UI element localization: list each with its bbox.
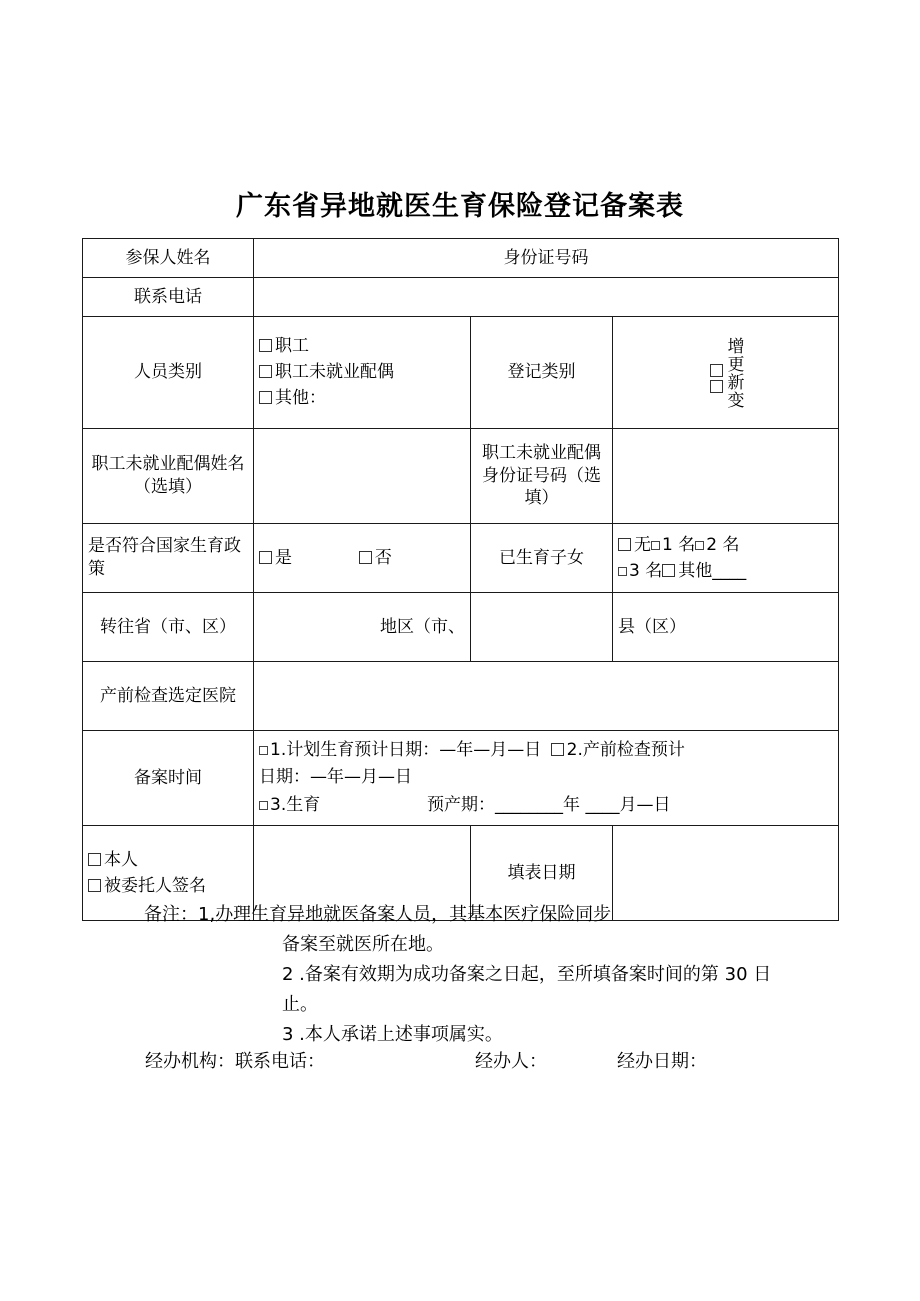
option-unemployed-spouse-label: 职工未就业配偶 (275, 362, 394, 383)
existing-children-options (613, 524, 839, 593)
note-line-2: 2 .备案有效期为成功备案之日起，至所填备案时间的第 30 日 (282, 964, 772, 985)
children-option-other: 其他____ (678, 560, 747, 581)
label-phone: 联系电话 (83, 278, 254, 317)
filing-time-line-3 (259, 792, 833, 819)
label-person-category: 人员类别 (83, 317, 254, 429)
registration-form-table (82, 238, 839, 921)
checkbox-icon[interactable] (259, 391, 272, 404)
label-existing-children: 已生育子女 (471, 524, 613, 593)
children-option-three: 3 名 (629, 560, 663, 581)
label-handle-date: 经办日期： (617, 1051, 707, 1072)
filing-option-prenatal: 2.产前检查预计 (566, 740, 685, 761)
label-transfer-district: 地区（市、 (254, 593, 471, 662)
option-policy-no-label: 否 (374, 547, 392, 568)
label-filing-time: 备案时间 (83, 731, 254, 826)
option-employee[interactable] (259, 335, 465, 358)
person-category-options (254, 317, 471, 429)
checkbox-icon[interactable] (88, 879, 101, 892)
note-line-1-cont: 备案至就医所在地。 (282, 934, 444, 955)
checkbox-icon[interactable] (551, 743, 564, 756)
filing-option-prenatal-date: 日期：—年—月—日 (259, 767, 412, 788)
table-row-person-category (83, 317, 839, 429)
filing-option-planned-birth: 1.计划生育预计日期：—年—月—日 (270, 740, 542, 761)
checkbox-icon[interactable] (259, 339, 272, 352)
table-row-insured-name (83, 239, 839, 278)
option-unemployed-spouse[interactable] (259, 361, 465, 384)
option-policy-yes-label: 是 (275, 547, 292, 568)
value-prenatal-hospital[interactable] (254, 662, 839, 731)
label-spouse-id: 职工未就业配偶身份证号码（选填） (471, 429, 613, 524)
checkbox-icon[interactable] (259, 365, 272, 378)
checkbox-icon[interactable] (88, 853, 101, 866)
notes-section (82, 900, 862, 1050)
checkbox-icon[interactable] (695, 541, 704, 550)
children-option-two: 2 名 (706, 534, 740, 555)
label-registration-category: 登记类别 (471, 317, 613, 429)
label-handler: 经办人： (475, 1051, 547, 1072)
registration-category-options (613, 317, 839, 429)
table-row-policy (83, 524, 839, 593)
label-spouse-name: 职工未就业配偶姓名（选填） (83, 429, 254, 524)
option-policy-no[interactable] (359, 548, 392, 568)
value-transfer-district[interactable] (471, 593, 613, 662)
footer-handler-line (145, 1047, 885, 1073)
option-policy-yes[interactable] (259, 548, 292, 568)
checkbox-icon[interactable] (359, 551, 372, 564)
note-line-1 (82, 900, 862, 930)
checkbox-icon[interactable] (651, 541, 660, 550)
option-delegate-signature[interactable] (88, 875, 248, 898)
note-1-text: 办理生育异地就医备案人员，其基本医疗保险同步 (215, 904, 612, 925)
option-self-label: 本人 (104, 849, 138, 870)
table-row-spouse (83, 429, 839, 524)
label-insured-name: 参保人姓名 (83, 239, 254, 278)
label-birth-policy: 是否符合国家生育政策 (83, 524, 254, 593)
value-phone[interactable] (254, 278, 839, 317)
table-row-transfer-location (83, 593, 839, 662)
table-row-prenatal-hospital (83, 662, 839, 731)
children-option-none: 无 (634, 534, 651, 555)
option-other[interactable] (259, 387, 465, 410)
page-title: 广东省异地就医生育保险登记备案表 (236, 191, 684, 222)
children-option-one: 1 名 (662, 534, 696, 555)
option-delegate-label: 被委托人签名 (104, 875, 206, 896)
registration-checkboxes (710, 350, 723, 396)
filing-option-birth: 3.生育 (270, 794, 321, 815)
table-row-phone (83, 278, 839, 317)
label-fill-date: 填表日期 (471, 826, 613, 921)
checkbox-icon[interactable] (259, 746, 268, 755)
label-transfer-county: 县（区） (613, 593, 839, 662)
option-employee-label: 职工 (275, 336, 309, 357)
note-1-number: 1, (198, 904, 216, 925)
children-options-line2 (618, 560, 833, 583)
filing-time-line-1 (259, 737, 833, 764)
children-options-line1 (618, 534, 833, 557)
value-spouse-name[interactable] (254, 429, 471, 524)
table-row-filing-time (83, 731, 839, 826)
note-line-3: 3 .本人承诺上述事项属实。 (282, 1024, 503, 1045)
label-prenatal-hospital: 产前检查选定医院 (83, 662, 254, 731)
note-line-2-cont: 止。 (282, 994, 318, 1015)
checkbox-icon[interactable] (710, 380, 723, 393)
checkbox-icon[interactable] (710, 364, 723, 377)
filing-time-options (254, 731, 839, 826)
option-self-signature[interactable] (88, 849, 248, 872)
filing-time-line-2 (259, 764, 833, 791)
label-agency: 经办机构： (145, 1051, 235, 1072)
notes-prefix: 备注： (144, 904, 198, 925)
option-other-label: 其他： (275, 387, 326, 408)
checkbox-icon[interactable] (259, 551, 272, 564)
label-id-number: 身份证号码 (254, 239, 839, 278)
label-agency-phone: 联系电话： (235, 1051, 325, 1072)
birth-policy-options (254, 524, 471, 593)
checkbox-icon[interactable] (259, 801, 268, 810)
value-spouse-id[interactable] (613, 429, 839, 524)
label-transfer-province: 转往省（市、区） (83, 593, 254, 662)
filing-option-due-date: 预产期：________年 ____月—日 (427, 794, 671, 815)
checkbox-icon[interactable] (662, 564, 675, 577)
registration-category-vertical-label: 增更新变 (723, 336, 744, 409)
checkbox-icon[interactable] (618, 567, 627, 576)
checkbox-icon[interactable] (618, 538, 631, 551)
